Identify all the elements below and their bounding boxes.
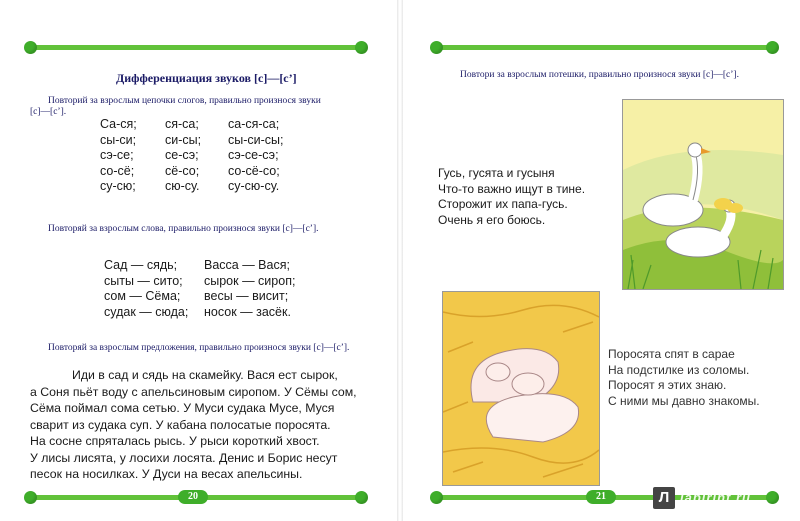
paragraph-line: Сёма поймал сома сетью. У Муси судака Мусе, Муся <box>30 401 335 415</box>
instruction-words: Повторяй за взрослым слова, правильно произнося звуки [с]—[с’]. <box>48 224 319 234</box>
syllable-item: сэ-се; <box>100 148 134 163</box>
page-number: 21 <box>586 490 616 504</box>
syllable-item: су-сю; <box>100 179 136 194</box>
paragraph-line: песок на носилках. У Дуси на весах апельсины. <box>30 467 303 481</box>
poem-line: С ними мы давно знакомы. <box>608 394 760 409</box>
piglets-picture <box>443 292 599 485</box>
page-title: Дифференциация звуков [с]—[с’] <box>116 71 297 85</box>
syllable-item: со-сё; <box>100 163 135 178</box>
paragraph-line: а Соня пьёт воду с апельсиновым сиропом. У Сёмы сом, <box>30 384 357 399</box>
top-left-dot <box>430 41 443 54</box>
instruction-syllables <box>30 96 321 118</box>
word-pair: судак — сюда; <box>104 304 189 319</box>
word-pair: сом — Сёма; <box>104 289 181 304</box>
instruction-rhymes: Повтори за взрослым потешки, правильно произнося звуки [с]—[с’]. <box>460 70 739 80</box>
syllables-col-1 <box>100 117 137 195</box>
poem-line: На подстилке из соломы. <box>608 362 750 377</box>
top-right-dot <box>355 41 368 54</box>
piglets-illustration <box>442 291 600 486</box>
word-pair: сыты — сито; <box>104 273 183 288</box>
word-pair: Сад — сядь; <box>104 258 178 272</box>
poem-line: Что-то важно ищут в тине. <box>438 181 586 196</box>
instruction-sentences: Повторяй за взрослым предложения, правильно произнося звуки [с]—[с’]. <box>48 343 350 353</box>
word-pair: сырок — сироп; <box>204 273 296 288</box>
syllable-item: си-сы; <box>165 132 202 147</box>
geese-illustration <box>622 99 784 290</box>
paragraph-line: Иди в сад и сядь на скамейку. Вася ест сырок, <box>72 368 338 382</box>
syllables-col-2 <box>165 117 201 195</box>
right-page <box>402 0 800 521</box>
bottom-right-dot <box>355 491 368 504</box>
syllable-item: сё-со; <box>165 163 200 178</box>
syllable-item: со-сё-со; <box>228 163 280 178</box>
paragraph-line: На сосне спряталась рысь. У рыси короткий хвост. <box>30 434 320 448</box>
words-col-2 <box>204 258 295 320</box>
labirint-logo-icon: Л <box>653 487 675 509</box>
word-pair: весы — висит; <box>204 289 289 304</box>
top-left-dot <box>24 41 37 54</box>
top-right-dot <box>766 41 779 54</box>
top-green-bar <box>436 45 772 50</box>
word-pair: носок — засёк. <box>204 304 291 319</box>
syllable-item: су-сю-су. <box>228 179 280 194</box>
bottom-left-dot <box>430 491 443 504</box>
page-number: 20 <box>178 490 208 504</box>
syllable-item: сы-си; <box>100 132 137 147</box>
syllable-item: сэ-се-сэ; <box>228 148 279 163</box>
instruction-line-2: [с]—[с’]. <box>30 107 67 117</box>
poem-line: Поросят я этих знаю. <box>608 378 727 393</box>
syllable-item: Са-ся; <box>100 117 137 131</box>
syllable-item: сы-си-сы; <box>228 132 284 147</box>
paragraph-line: сварит из судака суп. У кабана полосатые поросята. <box>30 417 331 432</box>
watermark-text: labirint.ru <box>680 490 751 505</box>
poem-line: Сторожит их папа-гусь. <box>438 197 568 212</box>
poem-line: Очень я его боюсь. <box>438 213 546 228</box>
word-pair: Васса — Вася; <box>204 258 290 272</box>
instruction-line-1: Повторий за взрослым цепочки слогов, правильно произнося звуки <box>48 96 321 106</box>
syllables-col-3 <box>228 117 284 195</box>
bottom-right-dot <box>766 491 779 504</box>
poem-geese <box>438 166 585 229</box>
geese-picture <box>623 100 783 289</box>
sentences-paragraph <box>30 367 362 483</box>
poem-piglets <box>608 347 760 410</box>
paragraph-line: У лисы лисята, у лосихи лосята. Денис и Борис несут <box>30 450 338 465</box>
syllable-item: се-сэ; <box>165 148 199 163</box>
bottom-left-dot <box>24 491 37 504</box>
poem-line: Гусь, гусята и гусыня <box>438 166 555 180</box>
syllable-item: сю-су. <box>165 179 200 194</box>
poem-line: Поросята спят в сарае <box>608 347 735 361</box>
top-green-bar <box>30 45 364 50</box>
words-col-1 <box>104 258 188 320</box>
left-page <box>0 0 398 521</box>
syllable-item: ся-са; <box>165 117 199 131</box>
syllable-item: са-ся-са; <box>228 117 280 131</box>
